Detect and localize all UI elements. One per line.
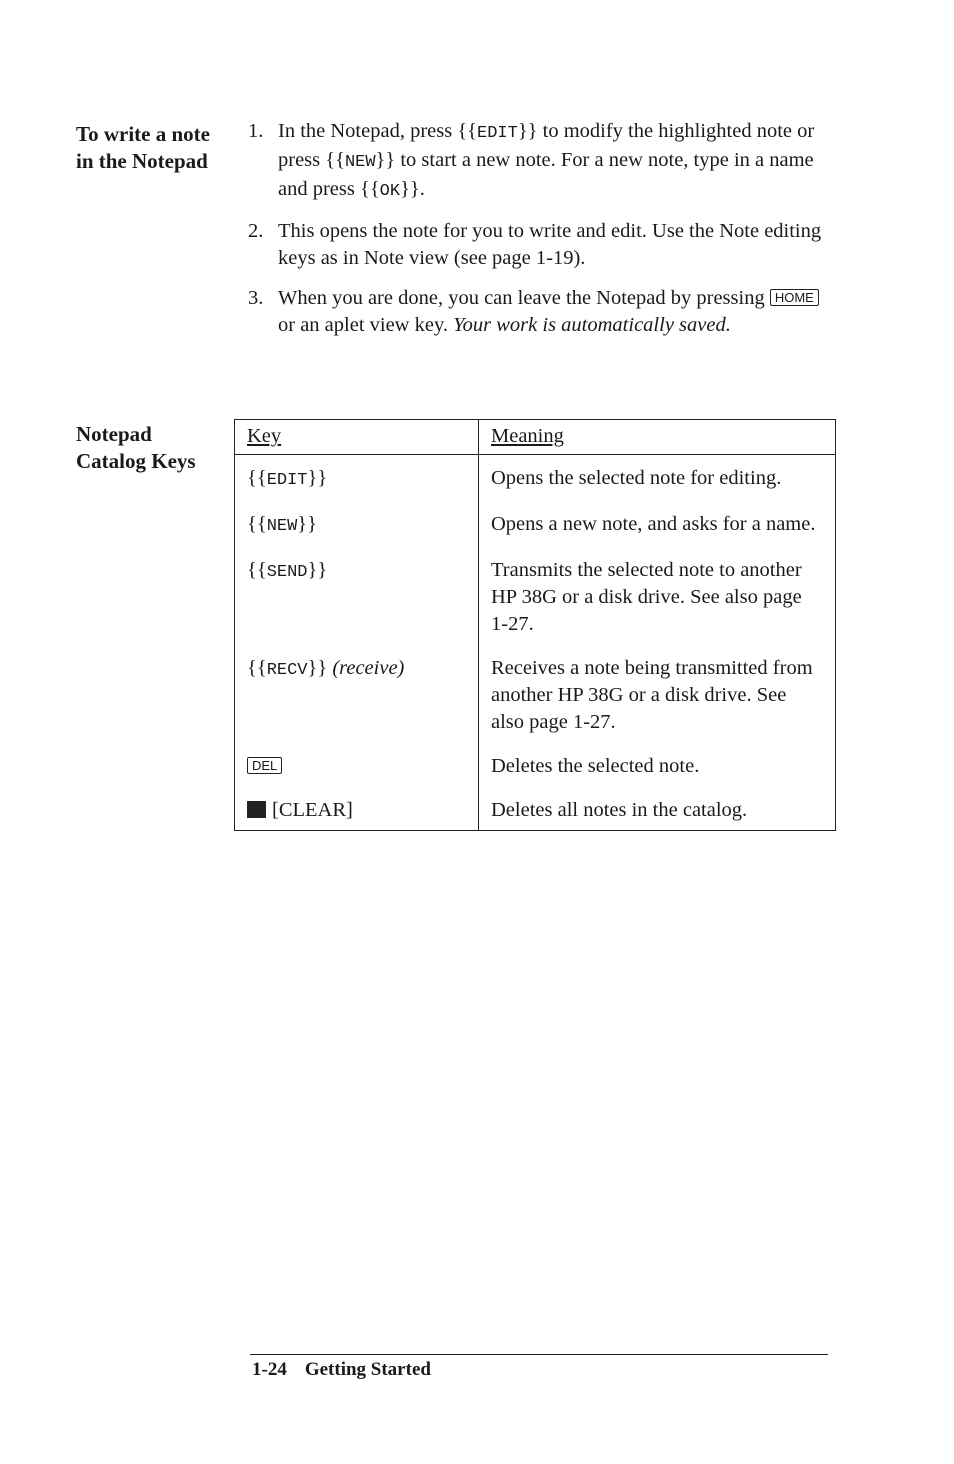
table-header-row xyxy=(235,420,836,455)
home-key-icon: HOME xyxy=(770,289,819,306)
softkey-edit: EDIT xyxy=(477,124,518,143)
text-run: {{ xyxy=(247,513,267,535)
softkey-send: SEND xyxy=(266,563,308,582)
shift-key-icon xyxy=(247,801,266,818)
key-cell xyxy=(235,547,479,645)
header-key-label: Key xyxy=(247,425,282,447)
chapter-title: Getting Started xyxy=(304,1359,431,1380)
header-key xyxy=(235,420,479,455)
text-run: In the Notepad, press {{ xyxy=(278,120,478,142)
text-run: }} to modify the highlighted note or press {{ xyxy=(278,120,815,171)
clear-key-label: [CLEAR] xyxy=(272,799,353,821)
text-run: }}. xyxy=(400,178,425,200)
italic-note: (receive) xyxy=(332,657,405,679)
key-cell xyxy=(235,455,479,502)
text-run: }} to start a new note. For a new note, type in a name and press {{ xyxy=(278,149,814,200)
table-row xyxy=(235,455,836,502)
text-run: }} xyxy=(307,467,328,489)
footer-rule xyxy=(250,1354,828,1355)
key-cell xyxy=(235,743,479,787)
softkey-new: NEW xyxy=(266,517,298,536)
heading-line: Catalog Keys xyxy=(76,449,196,473)
table-row xyxy=(235,645,836,743)
section-heading-catalog-keys xyxy=(76,421,246,475)
del-key-icon: DEL xyxy=(247,757,282,774)
softkey-edit: EDIT xyxy=(266,471,308,490)
meaning-cell: Transmits the selected note to another HP 38G or a disk drive. See also page 1-27. xyxy=(479,547,836,645)
text-run: }} xyxy=(307,559,328,581)
catalog-keys-table xyxy=(234,419,836,831)
meaning-cell: Deletes the selected note. xyxy=(479,743,836,787)
softkey-new: NEW xyxy=(344,153,376,172)
text-run: or an aplet view key. xyxy=(278,314,449,336)
meaning-cell: Opens the selected note for editing. xyxy=(479,455,836,502)
text-run: }} xyxy=(297,513,317,535)
header-meaning xyxy=(479,420,836,455)
key-cell xyxy=(235,787,479,831)
step-number: 1. xyxy=(248,120,264,142)
softkey-recv: RECV xyxy=(266,661,308,680)
text-run: {{ xyxy=(247,467,267,489)
table-row xyxy=(235,501,836,547)
step-number: 3. xyxy=(248,287,264,309)
table-row xyxy=(235,787,836,831)
step-item xyxy=(248,285,828,339)
italic-note: Your work is automatically saved. xyxy=(453,314,731,336)
page-number: 1-24 xyxy=(252,1359,287,1380)
table-row xyxy=(235,547,836,645)
step-text xyxy=(278,118,828,205)
meaning-cell: Deletes all notes in the catalog. xyxy=(479,787,836,831)
step-text: This opens the note for you to write and edit. Use the Note editing keys as in Note view (see page 1-19). xyxy=(278,220,822,269)
key-cell xyxy=(235,645,479,743)
steps-list xyxy=(248,118,828,352)
header-meaning-label: Meaning xyxy=(491,425,564,447)
softkey-ok: OK xyxy=(379,182,401,201)
text-run: {{ xyxy=(247,559,267,581)
text-run: {{ xyxy=(247,657,267,679)
step-item xyxy=(248,218,828,272)
heading-line: Notepad xyxy=(76,422,152,446)
step-text xyxy=(278,285,828,339)
step-number: 2. xyxy=(248,220,264,242)
meaning-cell: Opens a new note, and asks for a name. xyxy=(479,501,836,547)
heading-line: To write a note xyxy=(76,122,210,146)
text-run: When you are done, you can leave the Notepad by pressing xyxy=(278,287,765,309)
heading-line: in the Notepad xyxy=(76,149,208,173)
table-row xyxy=(235,743,836,787)
key-cell xyxy=(235,501,479,547)
text-run: }} xyxy=(307,657,328,679)
meaning-cell: Receives a note being transmitted from another HP 38G or a disk drive. See also page 1-27. xyxy=(479,645,836,743)
section-heading-write-note xyxy=(76,121,246,175)
step-item xyxy=(248,118,828,205)
page-footer xyxy=(252,1358,431,1382)
